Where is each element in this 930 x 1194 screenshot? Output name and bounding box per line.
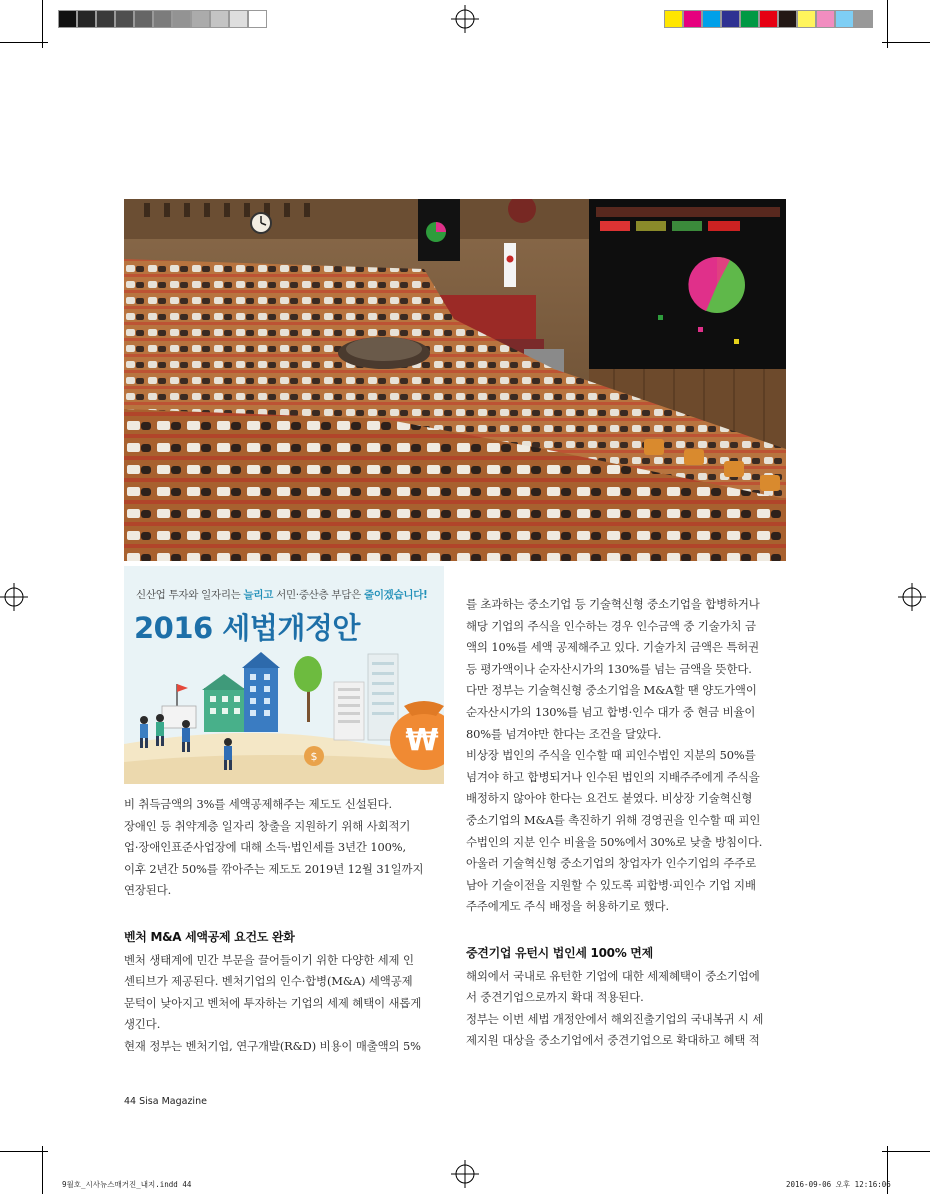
text-line: 제지원 대상을 중소기업에서 중견기업으로 확대하고 혜택 적 (466, 1033, 760, 1048)
registration-mark-left (0, 583, 28, 611)
infographic-illustration (124, 644, 444, 784)
crop-mark (0, 42, 48, 43)
text-line: 해외에서 국내로 유턴한 기업에 대한 세제혜택이 중소기업에 (466, 968, 760, 983)
color-swatch (683, 10, 702, 28)
crop-mark (882, 42, 930, 43)
registration-mark-right (898, 583, 926, 611)
color-swatch (191, 10, 210, 28)
color-swatch (134, 10, 153, 28)
color-swatch (77, 10, 96, 28)
color-swatch (115, 10, 134, 28)
section-heading-venture: 벤처 M&A 세액공제 요건도 완화 (124, 929, 295, 944)
text-line: 현재 정부는 벤처기업, 연구개발(R&D) 비용이 매출액의 5% (124, 1038, 421, 1053)
color-swatch (248, 10, 267, 28)
color-swatch (740, 10, 759, 28)
color-swatch (153, 10, 172, 28)
text-line: 등 평가액이나 순자산시가의 130%를 넘는 금액을 뜻한다. (466, 661, 752, 676)
small-coin-symbol: $ (310, 750, 318, 763)
text-line: 남아 기술이전을 지원할 수 있도록 피합병·피인수 기업 지배 (466, 877, 756, 892)
text-line: 80%를 넘겨야만 한다는 조건을 달았다. (466, 726, 662, 741)
text-line: 벤처 생태계에 민간 부문을 끌어들이기 위한 다양한 세제 인 (124, 952, 414, 967)
color-swatch (721, 10, 740, 28)
right-column (466, 594, 788, 1052)
assembly-hall-photo (124, 199, 786, 561)
color-swatch (229, 10, 248, 28)
text-line: 주주에게도 주식 배정을 허용하기로 했다. (466, 899, 669, 914)
crop-mark (887, 0, 888, 48)
text-line: 넘겨야 하고 합병되거나 인수된 법인의 지배주주에게 주식을 (466, 769, 760, 784)
text-line: 센티브가 제공된다. 벤처기업의 인수·합병(M&A) 세액공제 (124, 974, 413, 989)
text-line: 생긴다. (124, 1017, 161, 1032)
crop-mark (882, 1151, 930, 1152)
text-line: 서 중견기업으로까지 확대 적용된다. (466, 990, 644, 1005)
text-line: 문턱이 낮아지고 벤처에 투자하는 기업의 세제 혜택이 새롭게 (124, 995, 422, 1010)
text-line: 다만 정부는 기술혁신형 중소기업을 M&A할 땐 양도가액이 (466, 683, 757, 698)
color-swatch (58, 10, 77, 28)
registration-mark-top (451, 5, 479, 33)
color-bar (664, 10, 873, 28)
text-line: 비상장 법인의 주식을 인수할 때 피인수법인 지분의 50%를 (466, 748, 756, 763)
text-line: 수법인의 지분 인수 비율을 50%에서 30%로 낮출 방침이다. (466, 834, 763, 849)
infographic-subtitle: 신산업 투자와 일자리는 늘리고 서민·중산층 부담은 줄이겠습니다! (136, 589, 428, 601)
section-heading-reshoring: 중견기업 유턴시 법인세 100% 면제 (466, 945, 653, 960)
page-folio: 44 Sisa Magazine (124, 1096, 207, 1107)
text-line: 비 취득금액의 3%를 세액공제해주는 제도도 신설된다. (124, 797, 392, 811)
color-swatch (835, 10, 854, 28)
color-swatch (854, 10, 873, 28)
color-swatch (172, 10, 191, 28)
color-swatch (664, 10, 683, 28)
text-line: 아울러 기술혁신형 중소기업의 창업자가 인수기업의 주주로 (466, 856, 757, 871)
color-swatch (702, 10, 721, 28)
slug-timestamp: 2016-09-06 오후 12:16:06 (786, 1180, 891, 1189)
text-line: 이후 2년간 50%를 깎아주는 제도도 2019년 12월 31일까지 (124, 861, 424, 876)
text-line: 정부는 이번 세법 개정안에서 해외진출기업의 국내복귀 시 세 (466, 1011, 764, 1026)
left-column (124, 794, 446, 1058)
text-line: 배정하지 않아야 한다는 요건도 붙였다. 비상장 기술혁신형 (466, 791, 753, 806)
won-symbol: ₩ (405, 723, 439, 758)
crop-mark (42, 0, 43, 48)
text-line: 액의 10%를 세액 공제해주고 있다. 기술가치 금액은 특허권 (466, 640, 760, 655)
registration-mark-bottom (451, 1160, 479, 1188)
color-swatch (210, 10, 229, 28)
tax-reform-infographic (124, 566, 444, 784)
color-swatch (816, 10, 835, 28)
text-line: 업·장애인표준사업장에 대해 소득·법인세를 3년간 100%, (124, 840, 407, 855)
grayscale-bar (58, 10, 267, 28)
text-line: 순자산시가의 130%를 넘고 합병·인수 대가 중 현금 비율이 (466, 704, 756, 719)
crop-mark (42, 1146, 43, 1194)
color-swatch (797, 10, 816, 28)
infographic-title: 2016 세법개정안 (134, 611, 360, 645)
text-line: 중소기업의 M&A를 촉진하기 위해 경영권을 인수할 때 피인 (466, 812, 761, 827)
color-swatch (778, 10, 797, 28)
text-line: 해당 기업의 주식을 인수하는 경우 인수금액 중 기술가치 금 (466, 618, 756, 633)
text-line: 연장된다. (124, 883, 172, 898)
crop-mark (0, 1151, 48, 1152)
text-line: 장애인 등 취약계층 일자리 창출을 지원하기 위해 사회적기 (124, 818, 411, 833)
color-swatch (759, 10, 778, 28)
slug-file-info: 9월호_시사뉴스매거진_내지.indd 44 (62, 1180, 192, 1189)
text-line: 를 초과하는 중소기업 등 기술혁신형 중소기업을 합병하거나 (466, 597, 760, 611)
color-swatch (96, 10, 115, 28)
